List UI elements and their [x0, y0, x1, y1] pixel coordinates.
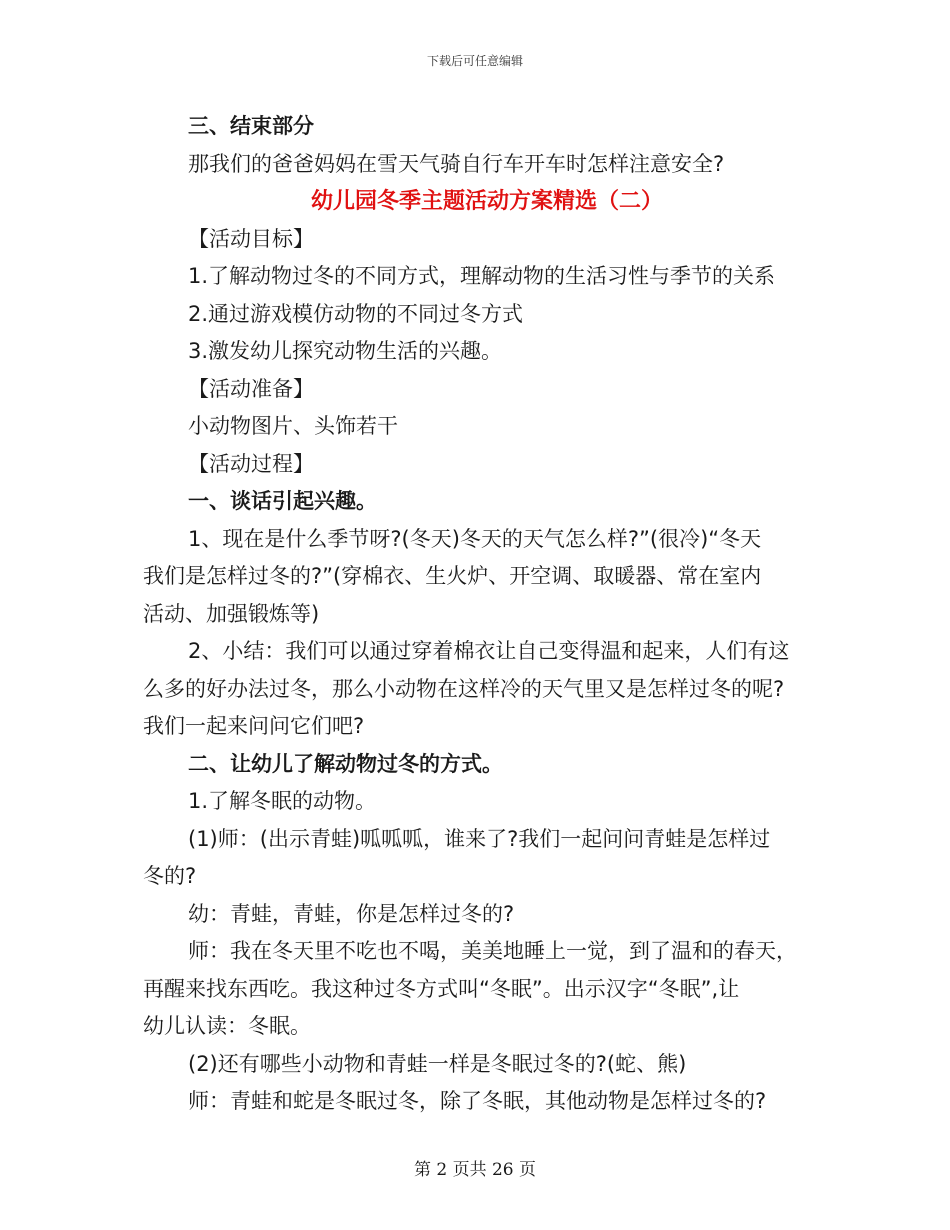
list-item: 3.激发幼儿探究动物生活的兴趣。 — [188, 339, 503, 363]
page-footer: 第 2 页共 26 页 — [413, 1160, 537, 1180]
section-heading-ways: 二、让幼儿了解动物过冬的方式。 — [188, 751, 503, 776]
paragraph-line: 1.了解冬眠的动物。 — [188, 789, 377, 813]
paragraph-line: 2、小结：我们可以通过穿着棉衣让自己变得温和起来，人们有这 — [188, 639, 790, 663]
paragraph-line: 我们是怎样过冬的?”(穿棉衣、生火炉、开空调、取暖器、常在室内 — [143, 564, 762, 588]
paragraph-line: 1、现在是什么季节呀?(冬天)冬天的天气怎么样?”(很冷)“冬天 — [188, 526, 762, 551]
paragraph-line: 师：青蛙和蛇是冬眠过冬，除了冬眠，其他动物是怎样过冬的? — [188, 1089, 767, 1113]
paragraph-line: 再醒来找东西吃。我这种过冬方式叫“冬眠”。出示汉字“冬眠”,让 — [143, 976, 740, 1001]
paragraph-line: 么多的好办法过冬，那么小动物在这样冷的天气里又是怎样过冬的呢? — [143, 676, 785, 701]
paragraph-line: 那我们的爸爸妈妈在雪天气骑自行车开车时怎样注意安全? — [188, 151, 725, 176]
bracket-heading-preparation: 【活动准备】 — [188, 376, 314, 401]
page-header: 下载后可任意编辑 — [426, 54, 523, 68]
paragraph-line: (2)还有哪些小动物和青蛙一样是冬眠过冬的?(蛇、熊) — [188, 1051, 687, 1076]
paragraph-line: (1)师：(出示青蛙)呱呱呱，谁来了?我们一起问问青蛙是怎样过 — [188, 826, 771, 851]
section-heading-ending: 三、结束部分 — [188, 114, 314, 138]
paragraph-line: 活动、加强锻炼等) — [143, 601, 320, 626]
paragraph-line: 幼儿认读：冬眠。 — [143, 1014, 311, 1038]
bracket-heading-process: 【活动过程】 — [188, 451, 314, 476]
paragraph-line: 小动物图片、头饰若干 — [188, 414, 398, 438]
paragraph-line: 师：我在冬天里不吃也不喝，美美地睡上一觉，到了温和的春天， — [188, 939, 797, 963]
list-item: 2.通过游戏模仿动物的不同过冬方式 — [188, 301, 524, 326]
paragraph-line: 幼：青蛙，青蛙，你是怎样过冬的? — [188, 901, 515, 926]
paragraph-line: 冬的? — [143, 864, 197, 888]
bracket-heading-goals: 【活动目标】 — [188, 226, 314, 251]
document-title: 幼儿园冬季主题活动方案精选（二） — [310, 189, 663, 214]
list-item: 1.了解动物过冬的不同方式，理解动物的生活习性与季节的关系 — [188, 264, 776, 288]
section-heading-interest: 一、谈话引起兴趣。 — [188, 489, 377, 513]
paragraph-line: 我们一起来问问它们吧? — [143, 714, 365, 738]
document-body — [143, 108, 813, 1121]
